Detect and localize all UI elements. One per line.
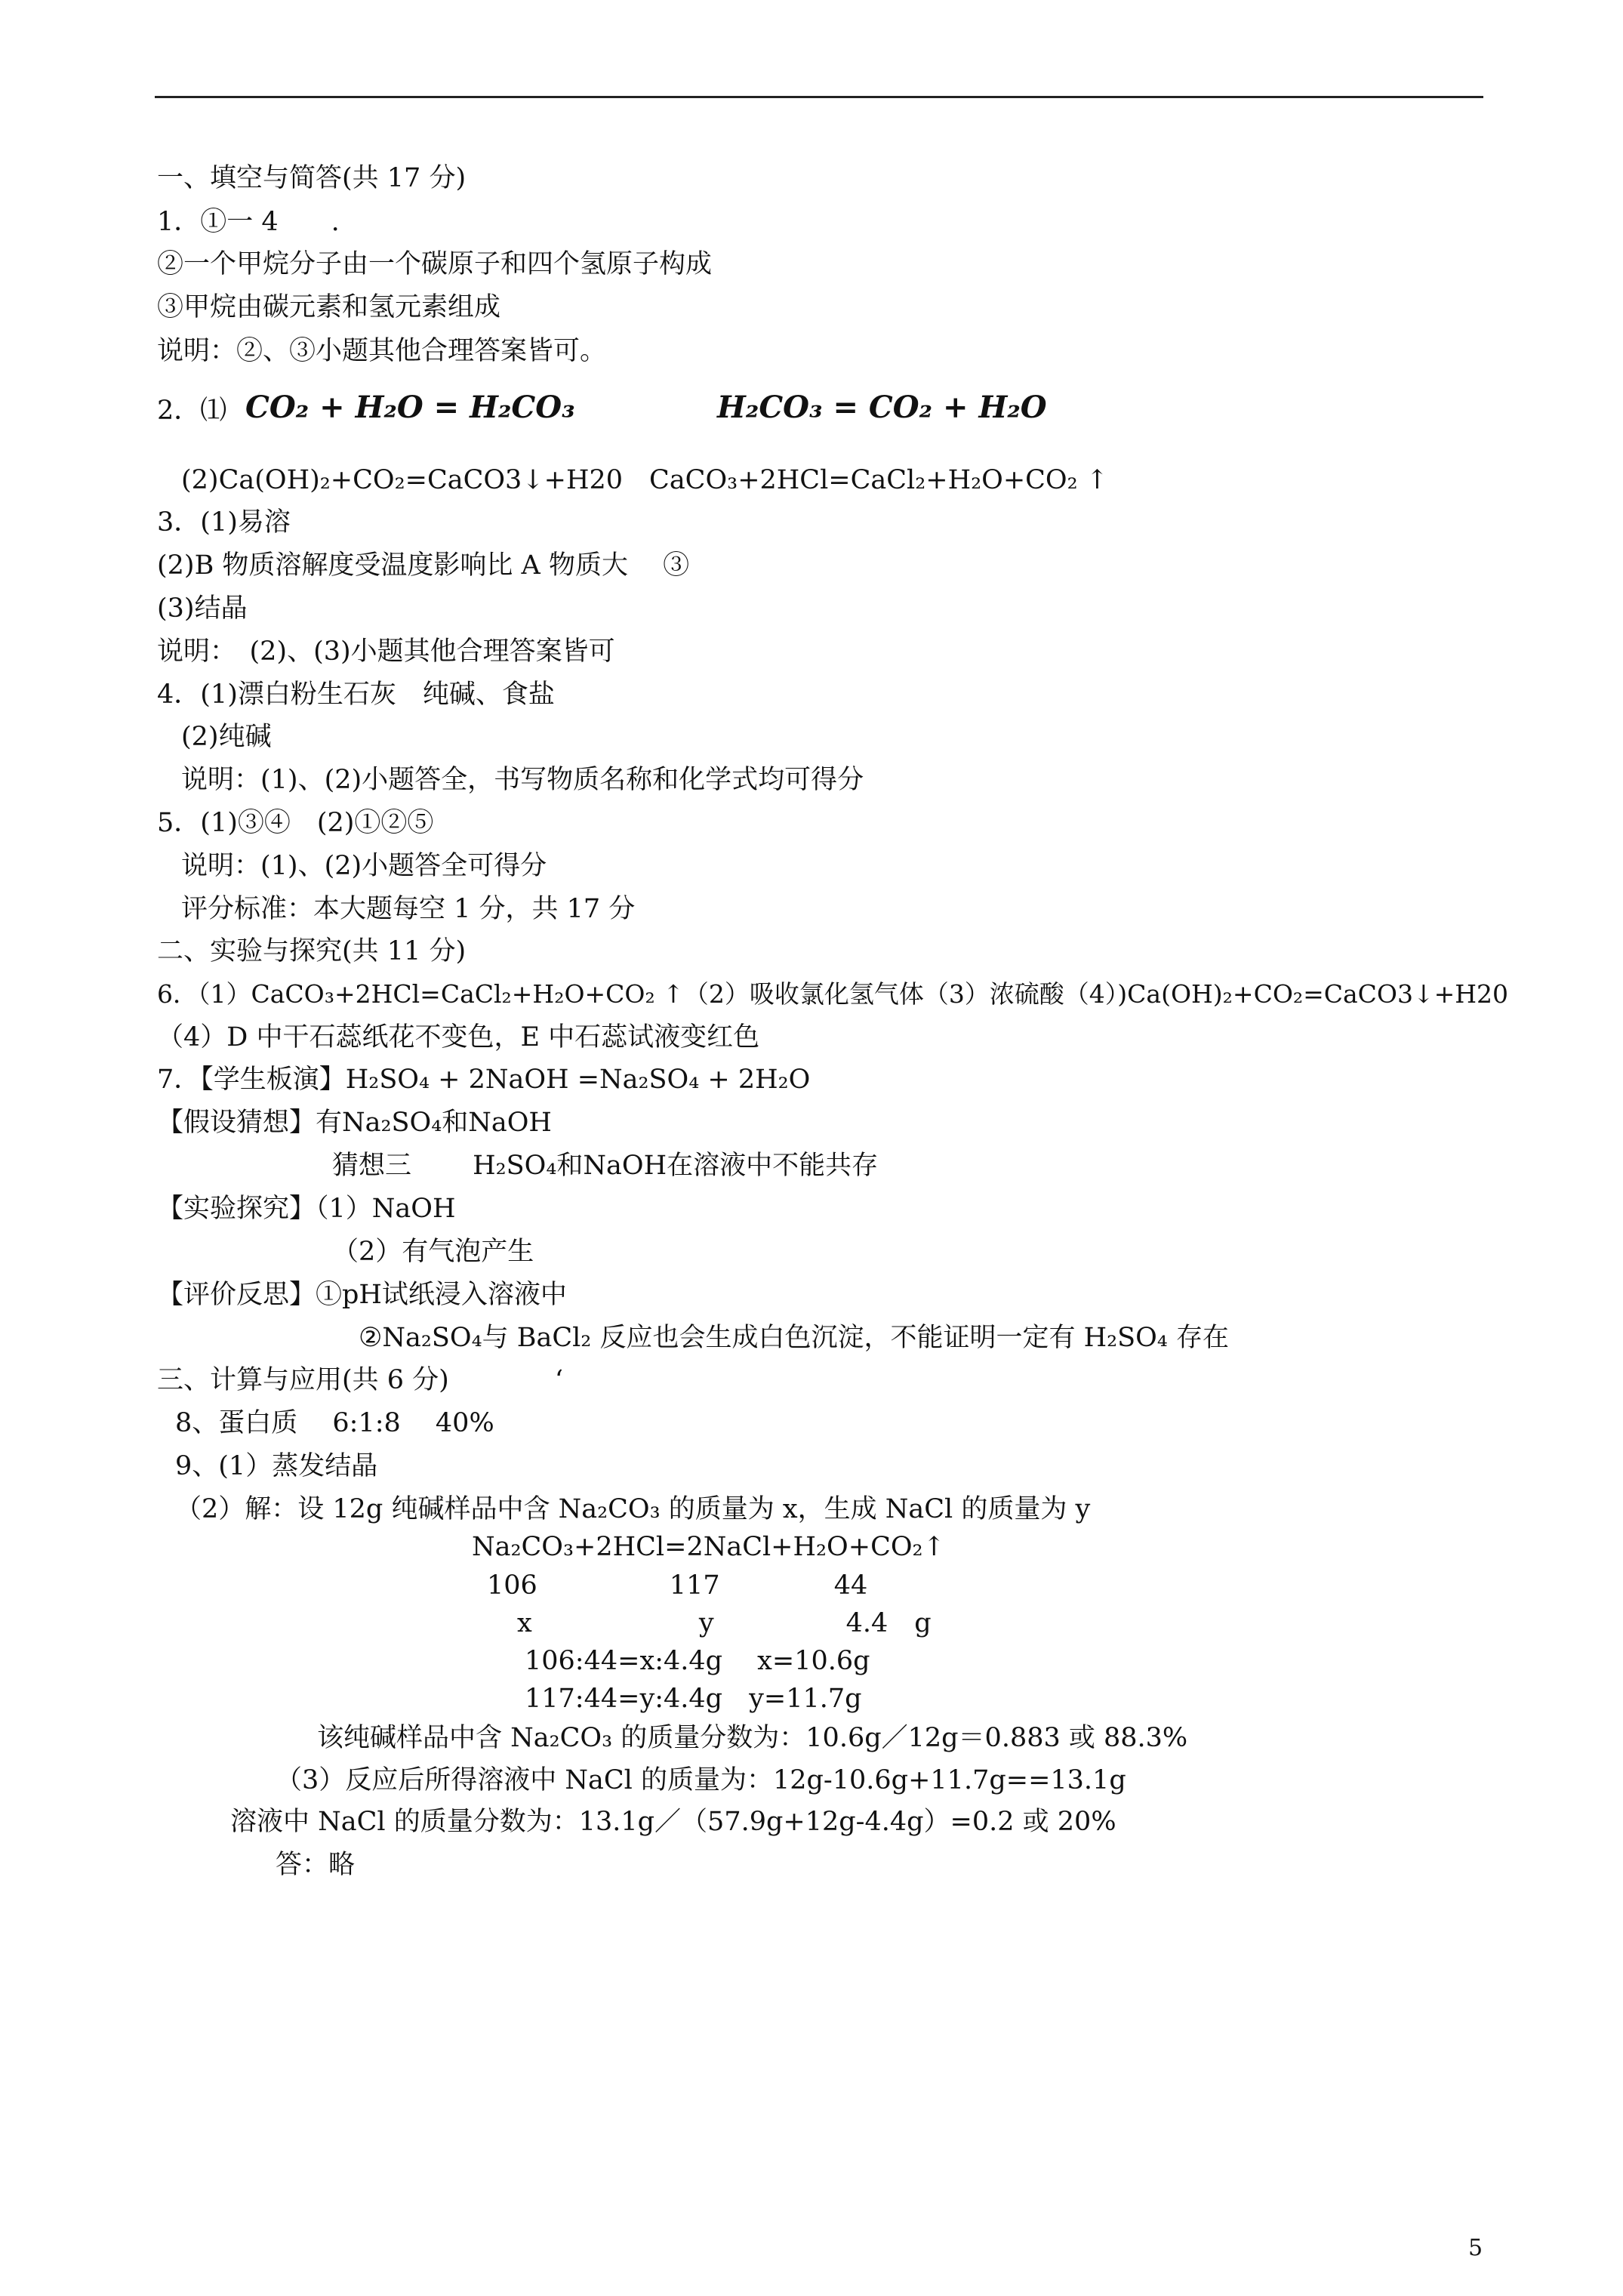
q9-line1: 9、(1）蒸发结晶 (175, 1451, 378, 1481)
q4-note: 说明：(1)、(2)小题答全，书写物质名称和化学式均可得分 (181, 765, 864, 795)
q9-nacl-mass: （3）反应后所得溶液中 NaCl 的质量为：12g-10.6g+11.7g==13.1g (276, 1765, 1126, 1795)
q6-line2: （4）D 中干石蕊纸花不变色，E 中石蕊试液变红色 (157, 1022, 760, 1052)
q1-line1: 1．①一 4 . (157, 207, 340, 237)
header-rule (155, 96, 1483, 98)
q9-molar-masses: 106 117 44 (487, 1570, 868, 1601)
page-number: 5 (1468, 2235, 1483, 2261)
q2-line2: (2)Ca(OH)₂+CO₂=CaCO3↓+H20 CaCO₃+2HCl=CaCl₂+H₂O+CO₂ ↑ (181, 465, 1109, 495)
q2-label: 2．⑴ (157, 396, 227, 426)
q7-line7: ②Na₂SO₄与 BaCl₂ 反应也会生成白色沉淀，不能证明一定有 H₂SO₄ 存在 (359, 1323, 1229, 1353)
q7-line5: （2）有气泡产生 (332, 1237, 534, 1267)
q1-line2: ②一个甲烷分子由一个碳原子和四个氢原子构成 (157, 249, 713, 279)
q9-unknowns: x y 4.4 g (517, 1608, 932, 1638)
q8-line: 8、蛋白质 6:1:8 40% (175, 1408, 494, 1438)
q5-line1: 5．(1)③④ (2)①②⑤ (157, 808, 434, 838)
q9-mass-fraction: 该纯碱样品中含 Na₂CO₃ 的质量分数为：10.6g／12g＝0.883 或 88.3% (317, 1723, 1188, 1753)
q5-note: 说明：(1)、(2)小题答全可得分 (181, 851, 547, 881)
q7-line6: 【评价反思】①pH试纸浸入溶液中 (157, 1280, 567, 1310)
q9-answer: 答：略 (276, 1850, 356, 1880)
q1-note: 说明：②、③小题其他合理答案皆可。 (157, 336, 607, 366)
q7-line3: 猜想三 H₂SO₄和NaOH在溶液中不能共存 (332, 1151, 879, 1181)
q3-note: 说明： (2)、(3)小题其他合理答案皆可 (157, 636, 615, 667)
q4-line1: 4．(1)漂白粉生石灰 纯碱、食盐 (157, 680, 555, 710)
q3-line3: (3)结晶 (157, 593, 248, 624)
q9-ratio-y: 117:44=y:4.4g y=11.7g (525, 1684, 862, 1714)
q2-equation-2: H₂CO₃ = CO₂ + H₂O (717, 390, 1047, 425)
q3-line2: (2)B 物质溶解度受温度影响比 A 物质大 ③ (157, 550, 690, 581)
q4-line2: (2)纯碱 (181, 722, 272, 752)
section3-title: 三、计算与应用(共 6 分) ‘ (157, 1365, 563, 1395)
q7-line4: 【实验探究】（1）NaOH (157, 1194, 456, 1224)
section2-title: 二、实验与探究(共 11 分) (157, 936, 467, 966)
q7-line2: 【假设猜想】有Na₂SO₄和NaOH (157, 1108, 552, 1138)
q9-ratio-x: 106:44=x:4.4g x=10.6g (525, 1646, 870, 1676)
q5-score: 评分标准：本大题每空 1 分，共 17 分 (181, 894, 636, 924)
q9-nacl-fraction: 溶液中 NaCl 的质量分数为：13.1g／（57.9g+12g-4.4g）=0.2 或 20% (230, 1807, 1116, 1837)
q3-line1: 3．(1)易溶 (157, 507, 291, 538)
q7-line1: 7．【学生板演】H₂SO₄ + 2NaOH =Na₂SO₄ + 2H₂O (157, 1065, 811, 1095)
q9-line2: （2）解：设 12g 纯碱样品中含 Na₂CO₃ 的质量为 x，生成 NaCl 的质量为 y (175, 1494, 1091, 1524)
section1-title: 一、填空与简答(共 17 分) (157, 163, 467, 193)
q2-equation-1: CO₂ + H₂O = H₂CO₃ (245, 390, 575, 425)
q1-line3: ③甲烷由碳元素和氢元素组成 (157, 292, 501, 322)
q6-line1: 6．（1）CaCO₃+2HCl=CaCl₂+H₂O+CO₂ ↑（2）吸收氯化氢气体（3）浓硫酸（4）)Ca(OH)₂+CO₂=CaCO3↓+H20 (157, 979, 1509, 1009)
q9-equation: Na₂CO₃+2HCl=2NaCl+H₂O+CO₂↑ (472, 1532, 945, 1562)
